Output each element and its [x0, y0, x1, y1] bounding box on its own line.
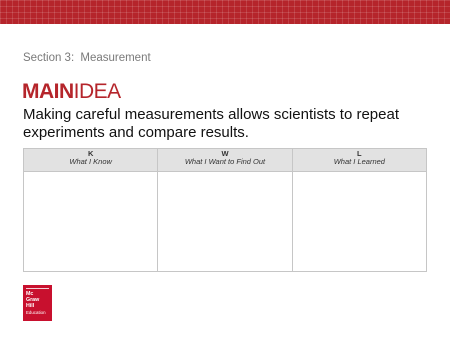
column-caption: What I Know — [69, 157, 112, 166]
header-band — [0, 0, 450, 24]
main-idea-word-main: MAIN — [22, 80, 74, 103]
publisher-logo — [23, 285, 52, 321]
logo-text-line: Graw — [26, 297, 40, 303]
kwl-column-know — [24, 149, 158, 172]
column-caption: What I Learned — [333, 157, 385, 166]
main-idea-heading — [22, 81, 121, 103]
logo-text-line: Education — [26, 310, 46, 315]
kwl-cell-learned[interactable] — [292, 172, 426, 272]
kwl-cell-want[interactable] — [158, 172, 292, 272]
section-heading — [23, 52, 151, 64]
kwl-chart — [23, 148, 427, 272]
section-number: Section 3: — [23, 52, 75, 64]
column-letter: L — [357, 149, 362, 158]
column-caption: What I Want to Find Out — [184, 157, 266, 166]
kwl-column-learned — [292, 149, 426, 172]
logo-text-line: Hill — [26, 303, 35, 309]
section-title: Measurement — [80, 52, 151, 64]
column-letter: K — [87, 149, 94, 158]
main-idea-word-idea: IDEA — [73, 80, 121, 103]
kwl-cell-know[interactable] — [24, 172, 158, 272]
kwl-body-row — [24, 172, 427, 272]
main-idea-statement: Making careful measurements allows scientists to repeat experiments and compare results. — [23, 106, 399, 141]
column-letter: W — [221, 149, 229, 158]
logo-rule — [26, 288, 49, 289]
kwl-header-row — [24, 149, 427, 172]
kwl-column-want — [158, 149, 292, 172]
logo-text-line: Mc — [26, 291, 34, 297]
